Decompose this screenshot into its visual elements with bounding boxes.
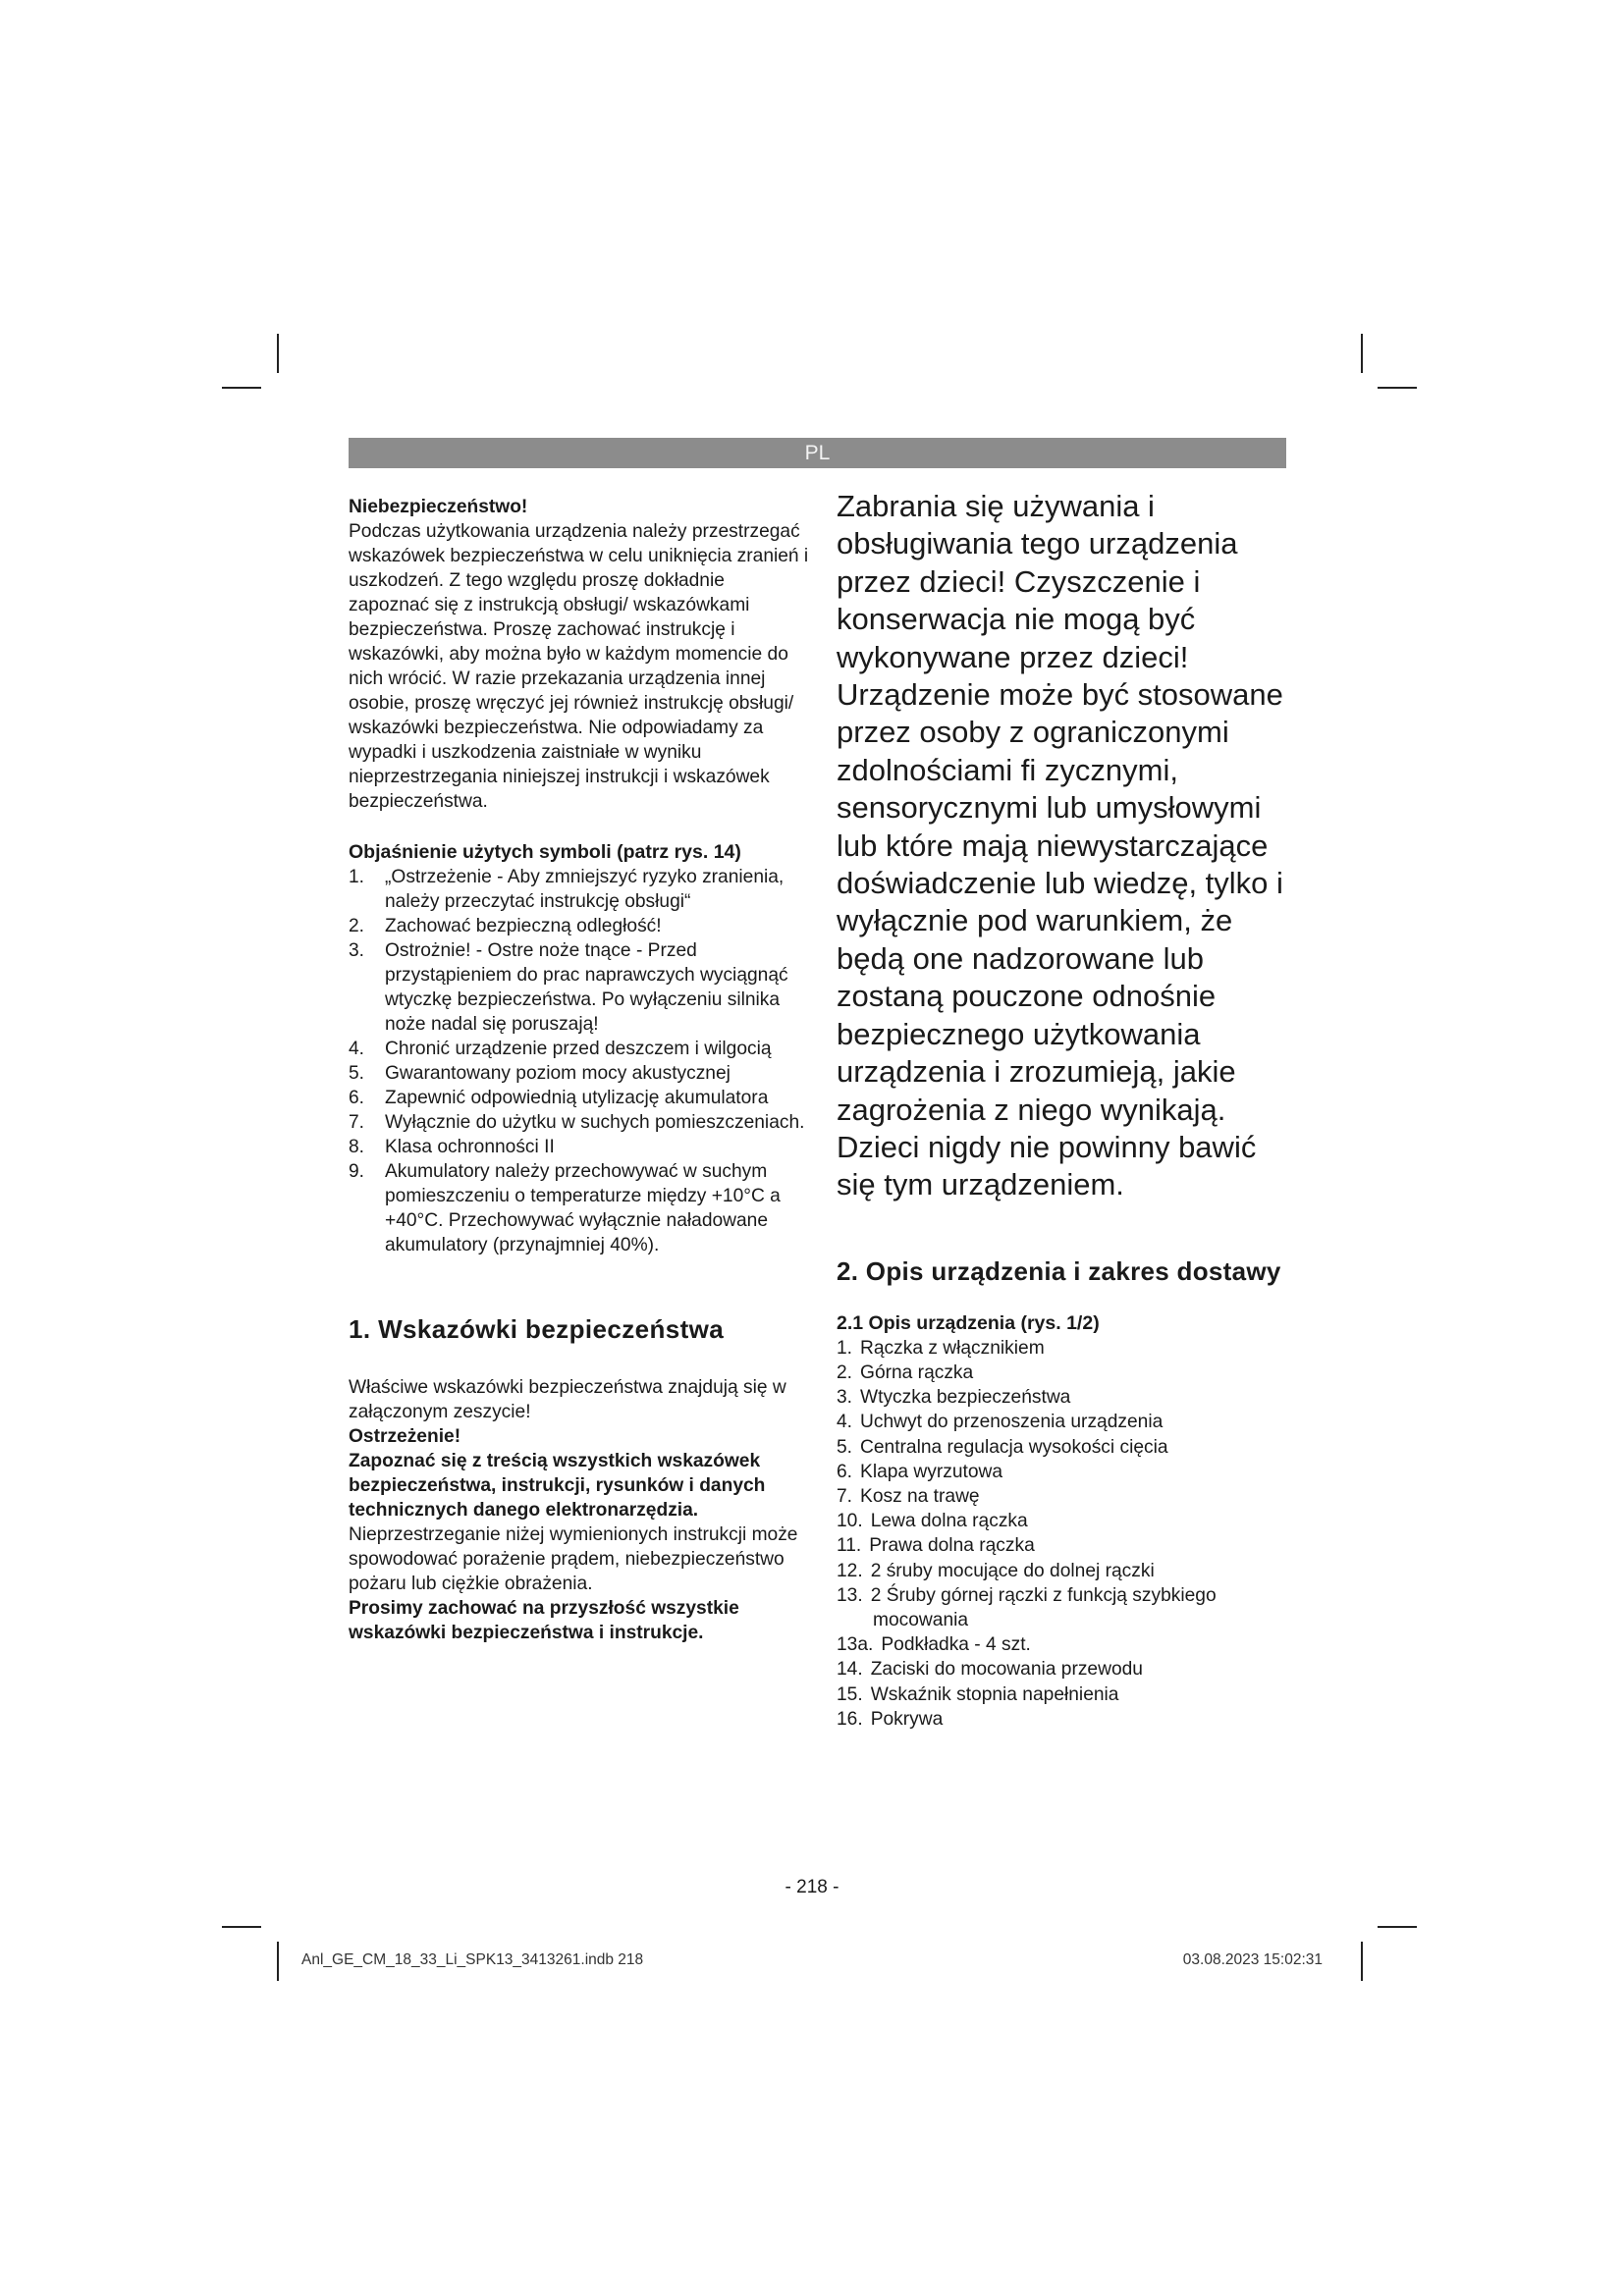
section-1-intro: Właściwe wskazówki bezpieczeństwa znajdują się w załączonym zeszycie! bbox=[349, 1377, 786, 1422]
list-item: 1. Rączka z włącznikiem bbox=[837, 1337, 1045, 1359]
warning-label: Ostrzeżenie! bbox=[349, 1426, 461, 1447]
list-item: 11. Prawa dolna rączka bbox=[837, 1535, 1035, 1557]
list-item: 9. Akumulatory należy przechowywać w suchym pomieszczeniu o temperaturze między +10°C a +40°C. Przechowywać wyłącznie naładowane akumulatory (przynajmniej 40%). bbox=[349, 1161, 781, 1255]
crop-mark bbox=[1378, 1926, 1417, 1928]
list-item: 2. Zachować bezpieczną odległość! bbox=[349, 916, 662, 936]
warning-bold-text: Zapoznać się z treścią wszystkich wskazówek bezpieczeństwa, instrukcji, rysunków i danych technicznych danego elektronarzędzia. bbox=[349, 1451, 766, 1521]
list-item: 10. Lewa dolna rączka bbox=[837, 1511, 1028, 1532]
list-item: 8. Klasa ochronności II bbox=[349, 1137, 555, 1157]
language-header-bar bbox=[349, 438, 1286, 468]
list-item: 15. Wskaźnik stopnia napełnienia bbox=[837, 1683, 1119, 1705]
crop-mark bbox=[222, 387, 261, 389]
warning-text: Nieprzestrzeganie niżej wymienionych instrukcji może spowodować porażenie prądem, niebezpieczeństwo pożaru lub ciężkie obrażenia. bbox=[349, 1524, 798, 1594]
footer-filename: Anl_GE_CM_18_33_Li_SPK13_3413261.indb 218 bbox=[301, 1951, 644, 1968]
subsection-2-1-title: 2.1 Opis urządzenia (rys. 1/2) bbox=[837, 1311, 1100, 1334]
symbols-title: Objaśnienie użytych symboli (patrz rys. 14) bbox=[349, 841, 741, 863]
list-item: 5. Centralna regulacja wysokości cięcia bbox=[837, 1436, 1168, 1458]
list-item: 6. Zapewnić odpowiednią utylizację akumulatora bbox=[349, 1088, 769, 1108]
crop-mark bbox=[277, 334, 279, 373]
list-item: 12. 2 śruby mocujące do dolnej rączki bbox=[837, 1560, 1155, 1581]
crop-mark bbox=[1378, 387, 1417, 389]
crop-mark bbox=[1361, 334, 1363, 373]
symbols-list bbox=[349, 865, 810, 1257]
left-column bbox=[349, 495, 810, 1645]
list-item: 13a. Podkładka - 4 szt. bbox=[837, 1634, 1031, 1656]
list-item: 3. Wtyczka bezpieczeństwa bbox=[837, 1387, 1071, 1409]
crop-mark bbox=[222, 1926, 261, 1928]
list-item: 7. Wyłącznie do użytku w suchych pomieszczeniach. bbox=[349, 1112, 805, 1133]
page-number: - 218 - bbox=[785, 1877, 839, 1897]
section-1-title: 1. Wskazówki bezpieczeństwa bbox=[349, 1314, 725, 1344]
right-column bbox=[837, 488, 1288, 1732]
crop-mark bbox=[277, 1942, 279, 1981]
list-item: 4. Uchwyt do przenoszenia urządzenia bbox=[837, 1412, 1164, 1433]
crop-mark bbox=[1361, 1942, 1363, 1981]
language-code: PL bbox=[804, 442, 831, 464]
keep-instructions-text: Prosimy zachować na przyszłość wszystkie wskazówki bezpieczeństwa i instrukcje. bbox=[349, 1598, 739, 1643]
list-item: 4. Chronić urządzenie przed deszczem i wilgocią bbox=[349, 1039, 772, 1059]
footer-timestamp: 03.08.2023 15:02:31 bbox=[1182, 1951, 1323, 1968]
list-item: 16. Pokrywa bbox=[837, 1708, 944, 1730]
danger-text: Podczas użytkowania urządzenia należy przestrzegać wskazówek bezpieczeństwa w celu uniknięcia zranień i uszkodzeń. Z tego względu proszę dokładnie zapoznać się z instrukcją obsługi/ wskazówkami bezpieczeństwa. Proszę zachować instrukcję i wskazówki, aby można było w każdym momencie do nich wrócić. W razie przekazania urządzenia innej osobie, proszę wręczyć jej również instrukcję obsługi/ wskazówki bezpieczeństwa. Nie odpowiadamy za wypadki i uszkodzenia zaistniałe w wyniku nieprzestrzegania niniejszej instrukcji i wskazówek bezpieczeństwa. bbox=[349, 521, 809, 812]
parts-list-container bbox=[837, 1336, 1288, 1732]
list-item: 6. Klapa wyrzutowa bbox=[837, 1461, 1003, 1482]
list-item: 13. 2 Śruby górnej rączki z funkcją szybkiego mocowania bbox=[837, 1584, 1217, 1630]
parts-list bbox=[837, 1336, 1288, 1732]
warning-paragraph bbox=[349, 1449, 810, 1596]
children-warning: Zabrania się używania i obsługiwania tego urządzenia przez dzieci! Czyszczenie i konserwacja nie mogą być wykonywane przez dzieci! Urządzenie może być stosowane przez osoby z ograniczonymi zdolnościami fi zycznymi, sensorycznymi lub umysłowymi lub które mają niewystarczające doświadczenie lub wiedzę, tylko i wyłącznie pod warunkiem, że będą one nadzorowane lub zostaną pouczone odnośnie bezpiecznego użytkowania urządzenia i zrozumieją, jakie zagrożenia z niego wynikają. Dzieci nigdy nie powinny bawić się tym urządzeniem. bbox=[837, 489, 1283, 1202]
danger-title: Niebezpieczeństwo! bbox=[349, 497, 528, 517]
section-2-title: 2. Opis urządzenia i zakres dostawy bbox=[837, 1255, 1281, 1286]
list-item: 5. Gwarantowany poziom mocy akustycznej bbox=[349, 1063, 731, 1084]
list-item: 1. „Ostrzeżenie - Aby zmniejszyć ryzyko zranienia, należy przeczytać instrukcję obsługi“ bbox=[349, 867, 785, 912]
list-item: 14. Zaciski do mocowania przewodu bbox=[837, 1659, 1143, 1681]
list-item: 3. Ostrożnie! - Ostre noże tnące - Przed przystąpieniem do prac naprawczych wyciągnąć wtyczkę bezpieczeństwa. Po wyłączeniu silnika noże nadal się poruszają! bbox=[349, 940, 788, 1035]
list-item: 7. Kosz na trawę bbox=[837, 1485, 980, 1507]
list-item: 2. Górna rączka bbox=[837, 1362, 974, 1383]
